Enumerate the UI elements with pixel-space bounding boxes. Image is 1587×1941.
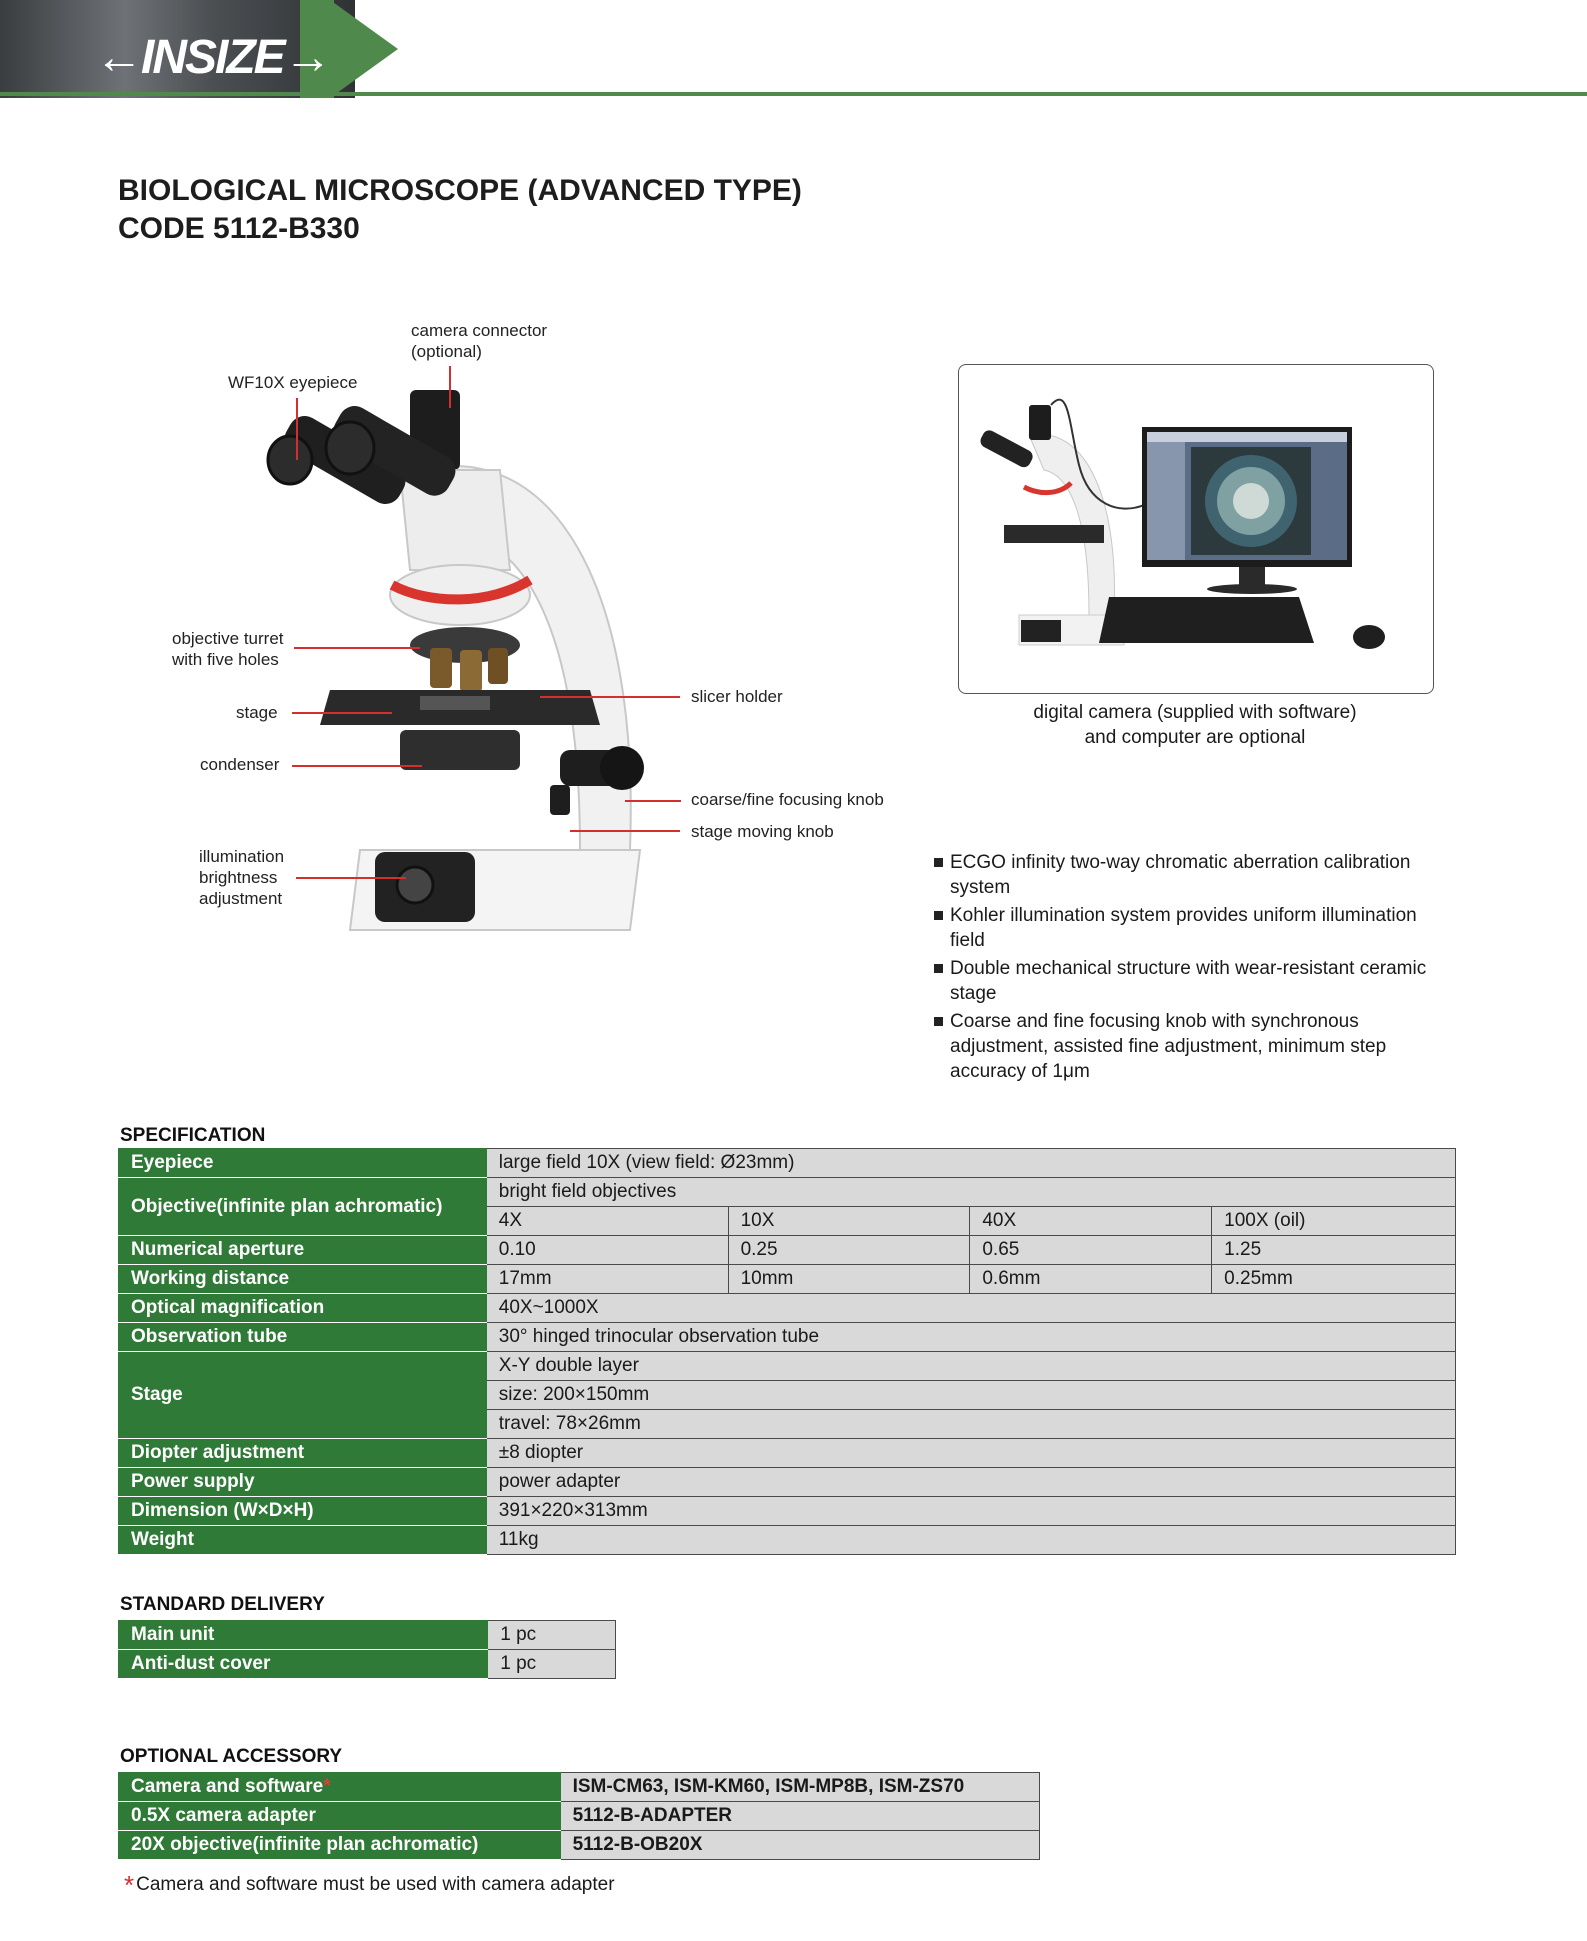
microscope-image bbox=[250, 380, 690, 940]
spec-value: 0.25mm bbox=[1212, 1265, 1456, 1294]
banner-arrow bbox=[330, 0, 398, 98]
spec-value: 40X bbox=[970, 1207, 1212, 1236]
spec-key: Diopter adjustment bbox=[119, 1439, 487, 1468]
spec-value: 17mm bbox=[486, 1265, 728, 1294]
leader-line bbox=[625, 800, 681, 802]
spec-value: 10mm bbox=[728, 1265, 970, 1294]
feature-item: ECGO infinity two-way chromatic aberration calibration system bbox=[932, 850, 1452, 900]
feature-list bbox=[932, 850, 1452, 1087]
table-row bbox=[119, 1323, 1456, 1352]
spec-value: large field 10X (view field: Ø23mm) bbox=[486, 1149, 1455, 1178]
table-row bbox=[119, 1352, 1456, 1381]
table-row bbox=[119, 1497, 1456, 1526]
callout-text: camera connector bbox=[411, 321, 548, 340]
accessory-value: 5112-B-OB20X bbox=[560, 1831, 1039, 1860]
spec-heading: SPECIFICATION bbox=[120, 1125, 266, 1146]
table-row bbox=[119, 1294, 1456, 1323]
spec-table bbox=[118, 1148, 1456, 1555]
callout-focusing-knob: coarse/fine focusing knob bbox=[691, 790, 884, 809]
accessory-table bbox=[118, 1772, 1040, 1860]
feature-item: Coarse and fine focusing knob with synchronous adjustment, assisted fine adjustment, minimum step accuracy of 1μm bbox=[932, 1009, 1452, 1084]
table-row bbox=[119, 1650, 616, 1679]
delivery-value: 1 pc bbox=[488, 1621, 616, 1650]
table-row bbox=[119, 1621, 616, 1650]
spec-value: 0.25 bbox=[728, 1236, 970, 1265]
caption-line: and computer are optional bbox=[1084, 727, 1306, 748]
table-row bbox=[119, 1149, 1456, 1178]
header-banner bbox=[0, 0, 1587, 100]
spec-value: 391×220×313mm bbox=[486, 1497, 1455, 1526]
table-row bbox=[119, 1236, 1456, 1265]
spec-value: 100X (oil) bbox=[1212, 1207, 1456, 1236]
spec-key: Stage bbox=[119, 1352, 487, 1439]
spec-value: X-Y double layer bbox=[486, 1352, 1455, 1381]
spec-value: 10X bbox=[728, 1207, 970, 1236]
callout-camera-connector bbox=[411, 320, 547, 362]
spec-key: Power supply bbox=[119, 1468, 487, 1497]
callout-objective-turret bbox=[172, 628, 284, 670]
leader-line bbox=[294, 647, 420, 649]
table-row bbox=[119, 1526, 1456, 1555]
caption-line: digital camera (supplied with software) bbox=[1033, 702, 1357, 723]
callout-text: objective turret bbox=[172, 629, 284, 648]
spec-value: travel: 78×26mm bbox=[486, 1410, 1455, 1439]
spec-value: size: 200×150mm bbox=[486, 1381, 1455, 1410]
camera-computer-image bbox=[958, 364, 1434, 694]
accessory-key: 20X objective(infinite plan achromatic) bbox=[119, 1831, 561, 1860]
delivery-key: Main unit bbox=[119, 1621, 488, 1650]
spec-value: 11kg bbox=[486, 1526, 1455, 1555]
spec-value: 30° hinged trinocular observation tube bbox=[486, 1323, 1455, 1352]
spec-value: ±8 diopter bbox=[486, 1439, 1455, 1468]
callout-stage-moving-knob: stage moving knob bbox=[691, 822, 834, 841]
table-row bbox=[119, 1831, 1040, 1860]
leader-line bbox=[296, 877, 406, 879]
accessory-heading: OPTIONAL ACCESSORY bbox=[120, 1746, 343, 1767]
accessory-key bbox=[119, 1773, 561, 1802]
brand-logo: ←INSIZE→ bbox=[95, 31, 330, 84]
callout-text: with five holes bbox=[172, 650, 279, 669]
spec-key: Working distance bbox=[119, 1265, 487, 1294]
table-row bbox=[119, 1439, 1456, 1468]
leader-line bbox=[296, 398, 298, 460]
accessory-key: 0.5X camera adapter bbox=[119, 1802, 561, 1831]
table-row bbox=[119, 1265, 1456, 1294]
table-row bbox=[119, 1802, 1040, 1831]
asterisk-mark: * bbox=[124, 1870, 135, 1900]
leader-line bbox=[292, 765, 422, 767]
spec-key: Optical magnification bbox=[119, 1294, 487, 1323]
spec-key: Objective(infinite plan achromatic) bbox=[119, 1178, 487, 1236]
accessory-key-text: Camera and software bbox=[131, 1776, 324, 1797]
delivery-table bbox=[118, 1620, 616, 1679]
callout-text: (optional) bbox=[411, 342, 482, 361]
leader-line bbox=[449, 366, 451, 408]
spec-key: Observation tube bbox=[119, 1323, 487, 1352]
callout-illumination bbox=[199, 846, 284, 909]
callout-text: illumination bbox=[199, 847, 285, 866]
spec-key: Numerical aperture bbox=[119, 1236, 487, 1265]
leader-line bbox=[292, 712, 392, 714]
table-row bbox=[119, 1178, 1456, 1207]
spec-value: 0.10 bbox=[486, 1236, 728, 1265]
footnote-text: Camera and software must be used with camera adapter bbox=[136, 1874, 615, 1895]
title-line-product: BIOLOGICAL MICROSCOPE (ADVANCED TYPE) bbox=[118, 174, 802, 207]
spec-value: bright field objectives bbox=[486, 1178, 1455, 1207]
callout-text: brightness bbox=[199, 868, 278, 887]
spec-value: 4X bbox=[486, 1207, 728, 1236]
table-row bbox=[119, 1468, 1456, 1497]
camera-caption bbox=[958, 700, 1432, 750]
callout-slicer-holder: slicer holder bbox=[691, 687, 783, 706]
callout-eyepiece: WF10X eyepiece bbox=[228, 373, 358, 392]
callout-text: adjustment bbox=[199, 889, 283, 908]
spec-key: Eyepiece bbox=[119, 1149, 487, 1178]
spec-value: 1.25 bbox=[1212, 1236, 1456, 1265]
spec-value: 40X~1000X bbox=[486, 1294, 1455, 1323]
table-row bbox=[119, 1773, 1040, 1802]
feature-item: Kohler illumination system provides uniform illumination field bbox=[932, 903, 1452, 953]
spec-key: Dimension (W×D×H) bbox=[119, 1497, 487, 1526]
delivery-key: Anti-dust cover bbox=[119, 1650, 488, 1679]
callout-stage: stage bbox=[236, 703, 278, 722]
accessory-value: 5112-B-ADAPTER bbox=[560, 1802, 1039, 1831]
leader-line bbox=[570, 830, 680, 832]
callout-condenser: condenser bbox=[200, 755, 280, 774]
delivery-heading: STANDARD DELIVERY bbox=[120, 1594, 325, 1615]
asterisk-mark: * bbox=[323, 1776, 331, 1797]
spec-value: power adapter bbox=[486, 1468, 1455, 1497]
page-title bbox=[118, 172, 802, 248]
delivery-value: 1 pc bbox=[488, 1650, 616, 1679]
accessory-value: ISM-CM63, ISM-KM60, ISM-MP8B, ISM-ZS70 bbox=[560, 1773, 1039, 1802]
spec-value: 0.65 bbox=[970, 1236, 1212, 1265]
title-line-code: CODE 5112-B330 bbox=[118, 212, 360, 245]
spec-value: 0.6mm bbox=[970, 1265, 1212, 1294]
footnote bbox=[124, 1870, 615, 1901]
leader-line bbox=[540, 696, 680, 698]
banner-rule bbox=[0, 92, 1587, 96]
camera-setup-graphic bbox=[959, 365, 1433, 693]
spec-key: Weight bbox=[119, 1526, 487, 1555]
feature-item: Double mechanical structure with wear-resistant ceramic stage bbox=[932, 956, 1452, 1006]
